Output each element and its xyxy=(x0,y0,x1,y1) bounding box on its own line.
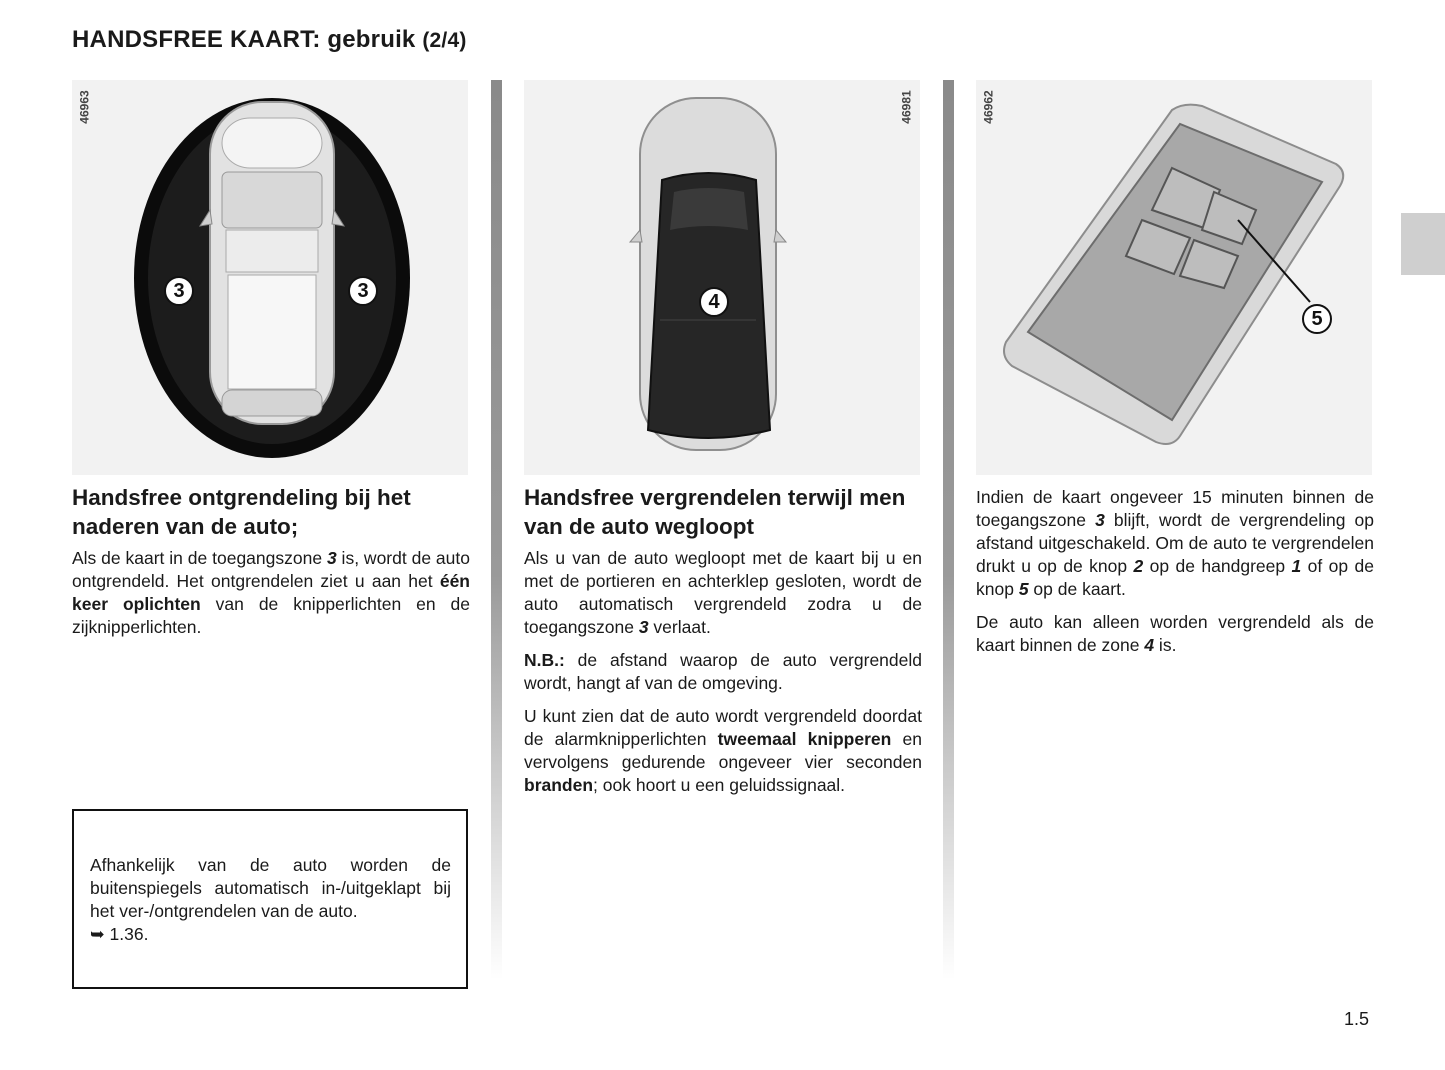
page-number: 1.5 xyxy=(1344,1009,1370,1029)
note-box xyxy=(72,809,468,989)
column-divider-left xyxy=(491,80,502,980)
paragraph-zone-4: De auto kan alleen worden vergrendeld als de kaart binnen de zone 4 is. xyxy=(976,612,1374,655)
callout-card-button-5: 5 xyxy=(1302,304,1332,334)
paragraph-lock: Als u van de auto wegloopt met de kaart bij u en met de portieren en achterklep gesloten, wordt de auto automatisch vergrendeld zodra u de toegangszone 3 verlaat. xyxy=(524,548,922,637)
car-top-view-zone-illustration xyxy=(72,80,468,475)
car-top-view-illustration xyxy=(524,80,920,475)
page-title-main: HANDSFREE KAART: gebruik xyxy=(72,26,416,53)
callout-zone-4: 4 xyxy=(699,287,729,317)
handsfree-card-illustration xyxy=(976,80,1372,475)
callout-zone-3-left: 3 xyxy=(164,276,194,306)
note-text xyxy=(90,854,451,946)
section-heading-lock: Handsfree vergrendelen terwijl men van de auto wegloopt xyxy=(524,485,906,539)
page-title xyxy=(72,26,467,54)
figure-access-zone xyxy=(72,80,468,475)
paragraph-note-distance: N.B.: de afstand waarop de auto vergrendeld wordt, hangt af van de omgeving. xyxy=(524,650,922,693)
paragraph-deactivation: Indien de kaart ongeveer 15 minuten binnen de toegangszone 3 blijft, wordt de vergrendeling op afstand uitgeschakeld. Om de auto te vergrendelen drukt u op de knop 2 op de handgreep 1 of op de knop 5 op de kaart. xyxy=(976,487,1375,599)
paragraph-unlock: Als de kaart in de toegangszone 3 is, wordt de auto ontgrendeld. Het ontgrendelen ziet u aan het één keer oplichten van de knipperlichten en de zijknipperlichten. xyxy=(72,548,471,637)
column-3-text xyxy=(976,486,1374,667)
column-divider-right xyxy=(943,80,954,980)
section-tab-marker xyxy=(1401,213,1445,275)
page-reference: ➥ 1.36. xyxy=(90,924,149,944)
callout-zone-3-right: 3 xyxy=(348,276,378,306)
note-body: Afhankelijk van de auto worden de buitenspiegels automatisch in-/uitgeklapt bij het ver-/ontgrendelen van de auto. xyxy=(90,855,451,921)
paragraph-lock-signal: U kunt zien dat de auto wordt vergrendeld doordat de alarmknipperlichten tweemaal knipperen en vervolgens gedurende ongeveer vier seconden branden; ook hoort u een geluidssignaal. xyxy=(524,706,922,795)
column-2-text xyxy=(524,483,922,807)
figure-handsfree-card xyxy=(976,80,1372,475)
figure-code: 46962 xyxy=(981,90,996,124)
column-1-text xyxy=(72,483,470,649)
figure-code: 46981 xyxy=(899,90,914,124)
figure-zone-4 xyxy=(524,80,920,475)
page-title-part: (2/4) xyxy=(422,29,467,52)
section-heading-unlock: Handsfree ontgrendeling bij het naderen van de auto; xyxy=(72,485,411,539)
figure-code: 46963 xyxy=(77,90,92,124)
